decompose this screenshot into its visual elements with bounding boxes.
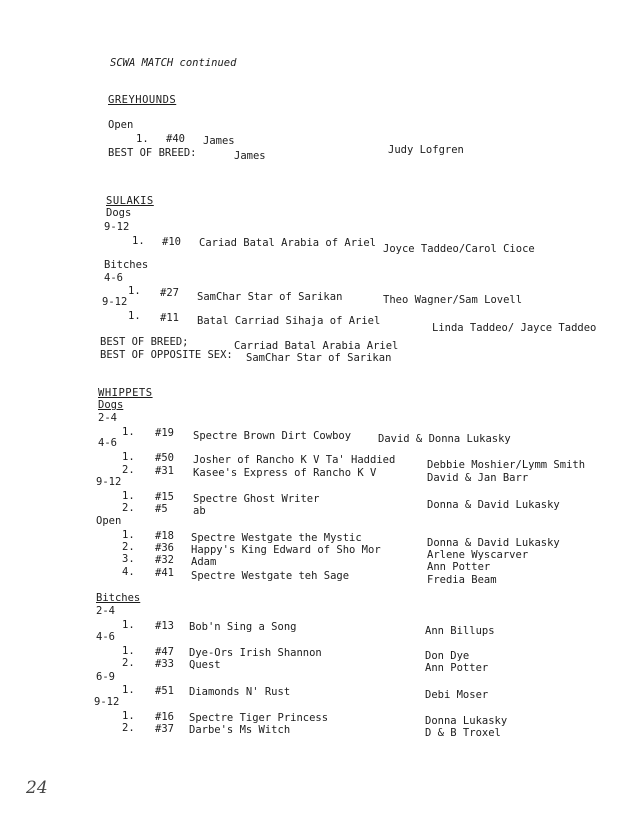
- entry-dog-name: Kasee's Express of Rancho K V: [193, 467, 377, 479]
- greyhounds-open-label: Open: [108, 119, 134, 131]
- entry-number: #13: [155, 620, 174, 632]
- entry-place: 1.: [122, 684, 135, 696]
- class-label: Open: [96, 515, 122, 527]
- entry-number: #10: [162, 236, 181, 248]
- entry-owner: Ann Potter: [425, 662, 489, 674]
- entry-place: 1.: [136, 133, 149, 145]
- entry-owner: Joyce Taddeo/Carol Cioce: [383, 243, 535, 255]
- entry-number: #51: [155, 685, 174, 697]
- class-label: 4-6: [96, 631, 115, 643]
- entry-dog-name: Spectre Tiger Princess: [189, 712, 329, 724]
- entry-dog-name: Spectre Ghost Writer: [193, 493, 320, 505]
- entry-place: 1.: [122, 710, 135, 722]
- entry-owner: Theo Wagner/Sam Lovell: [383, 294, 523, 306]
- entry-number: #37: [155, 723, 174, 735]
- document-title: SCWA MATCH continued: [110, 57, 237, 69]
- best-of-breed-name: James: [234, 150, 266, 162]
- entry-place: 1.: [122, 619, 135, 631]
- class-label: 9-12: [102, 296, 128, 308]
- entry-number: #32: [155, 554, 174, 566]
- entry-dog-name: Batal Carriad Sihaja of Ariel: [197, 315, 381, 327]
- entry-dog-name: Dye-Ors Irish Shannon: [189, 647, 322, 659]
- entry-owner: David & Jan Barr: [427, 472, 529, 484]
- entry-number: #19: [155, 427, 174, 439]
- entry-dog-name: James: [203, 135, 235, 147]
- entry-owner: Don Dye: [425, 650, 470, 662]
- class-label: 4-6: [104, 272, 123, 284]
- entry-number: #11: [160, 312, 179, 324]
- entry-place: 2.: [122, 464, 135, 476]
- class-label: 9-12: [94, 696, 120, 708]
- entry-dog-name: Adam: [191, 556, 217, 568]
- class-label: 9-12: [104, 221, 130, 233]
- entry-place: 4.: [122, 566, 135, 578]
- entry-place: 1.: [122, 451, 135, 463]
- whippets-dogs-label: Dogs: [98, 399, 124, 411]
- best-of-breed-label: BEST OF BREED:: [108, 147, 197, 159]
- entry-place: 1.: [122, 645, 135, 657]
- class-label: 4-6: [98, 437, 117, 449]
- entry-place: 2.: [122, 657, 135, 669]
- best-of-breed-label: BEST OF BREED;: [100, 336, 189, 348]
- best-of-breed-name: Carriad Batal Arabia Ariel: [234, 340, 399, 352]
- entry-owner: Linda Taddeo/ Jayce Taddeo: [432, 322, 597, 334]
- entry-dog-name: Josher of Rancho K V Ta' Haddied: [193, 454, 396, 466]
- entry-owner: Ann Potter: [427, 561, 491, 573]
- class-label: 9-12: [96, 476, 122, 488]
- entry-dog-name: SamChar Star of Sarikan: [197, 291, 343, 303]
- entry-owner: Arlene Wyscarver: [427, 549, 529, 561]
- entry-owner: David & Donna Lukasky: [378, 433, 511, 445]
- entry-number: #18: [155, 530, 174, 542]
- entry-owner: Ann Billups: [425, 625, 495, 637]
- entry-place: 1.: [128, 310, 141, 322]
- entry-owner: Fredia Beam: [427, 574, 497, 586]
- entry-dog-name: Bob'n Sing a Song: [189, 621, 297, 633]
- entry-number: #5: [155, 503, 168, 515]
- entry-place: 1.: [122, 426, 135, 438]
- best-of-breed-owner: Judy Lofgren: [388, 144, 464, 156]
- entry-dog-name: Happy's King Edward of Sho Mor: [191, 544, 381, 556]
- class-label: 2-4: [96, 605, 115, 617]
- whippets-heading: WHIPPETS: [98, 387, 153, 399]
- entry-owner: Donna Lukasky: [425, 715, 508, 727]
- entry-owner: D & B Troxel: [425, 727, 501, 739]
- best-of-opposite-sex-label: BEST OF OPPOSITE SEX:: [100, 349, 233, 361]
- salukis-bitches-label: Bitches: [104, 259, 149, 271]
- entry-number: #41: [155, 567, 174, 579]
- entry-number: #36: [155, 542, 174, 554]
- entry-dog-name: Cariad Batal Arabia of Ariel: [199, 237, 377, 249]
- entry-place: 3.: [122, 553, 135, 565]
- entry-number: #40: [166, 133, 185, 145]
- entry-place: 2.: [122, 722, 135, 734]
- salukis-dogs-label: Dogs: [106, 207, 132, 219]
- entry-dog-name: ab: [193, 505, 206, 517]
- entry-dog-name: Quest: [189, 659, 221, 671]
- entry-dog-name: Darbe's Ms Witch: [189, 724, 291, 736]
- entry-number: #31: [155, 465, 174, 477]
- entry-place: 1.: [122, 529, 135, 541]
- greyhounds-heading: GREYHOUNDS: [108, 94, 177, 106]
- best-of-opposite-sex-name: SamChar Star of Sarikan: [246, 352, 392, 364]
- entry-dog-name: Diamonds N' Rust: [189, 686, 291, 698]
- entry-number: #47: [155, 646, 174, 658]
- entry-owner: Debi Moser: [425, 689, 489, 701]
- class-label: 2-4: [98, 412, 117, 424]
- entry-place: 2.: [122, 502, 135, 514]
- entry-owner: Donna & David Lukasky: [427, 537, 560, 549]
- entry-owner: Debbie Moshier/Lymm Smith: [427, 459, 586, 471]
- entry-place: 2.: [122, 541, 135, 553]
- entry-place: 1.: [128, 285, 141, 297]
- entry-number: #33: [155, 658, 174, 670]
- entry-number: #27: [160, 287, 179, 299]
- entry-number: #16: [155, 711, 174, 723]
- entry-dog-name: Spectre Brown Dirt Cowboy: [193, 430, 352, 442]
- entry-dog-name: Spectre Westgate the Mystic: [191, 532, 362, 544]
- entry-number: #50: [155, 452, 174, 464]
- whippets-bitches-label: Bitches: [96, 592, 141, 604]
- page-number: 24: [26, 778, 48, 798]
- entry-number: #15: [155, 491, 174, 503]
- entry-place: 1.: [122, 490, 135, 502]
- class-label: 6-9: [96, 671, 115, 683]
- entry-owner: Donna & David Lukasky: [427, 499, 560, 511]
- entry-place: 1.: [132, 235, 145, 247]
- entry-dog-name: Spectre Westgate teh Sage: [191, 570, 350, 582]
- salukis-heading: SULAKIS: [106, 195, 154, 207]
